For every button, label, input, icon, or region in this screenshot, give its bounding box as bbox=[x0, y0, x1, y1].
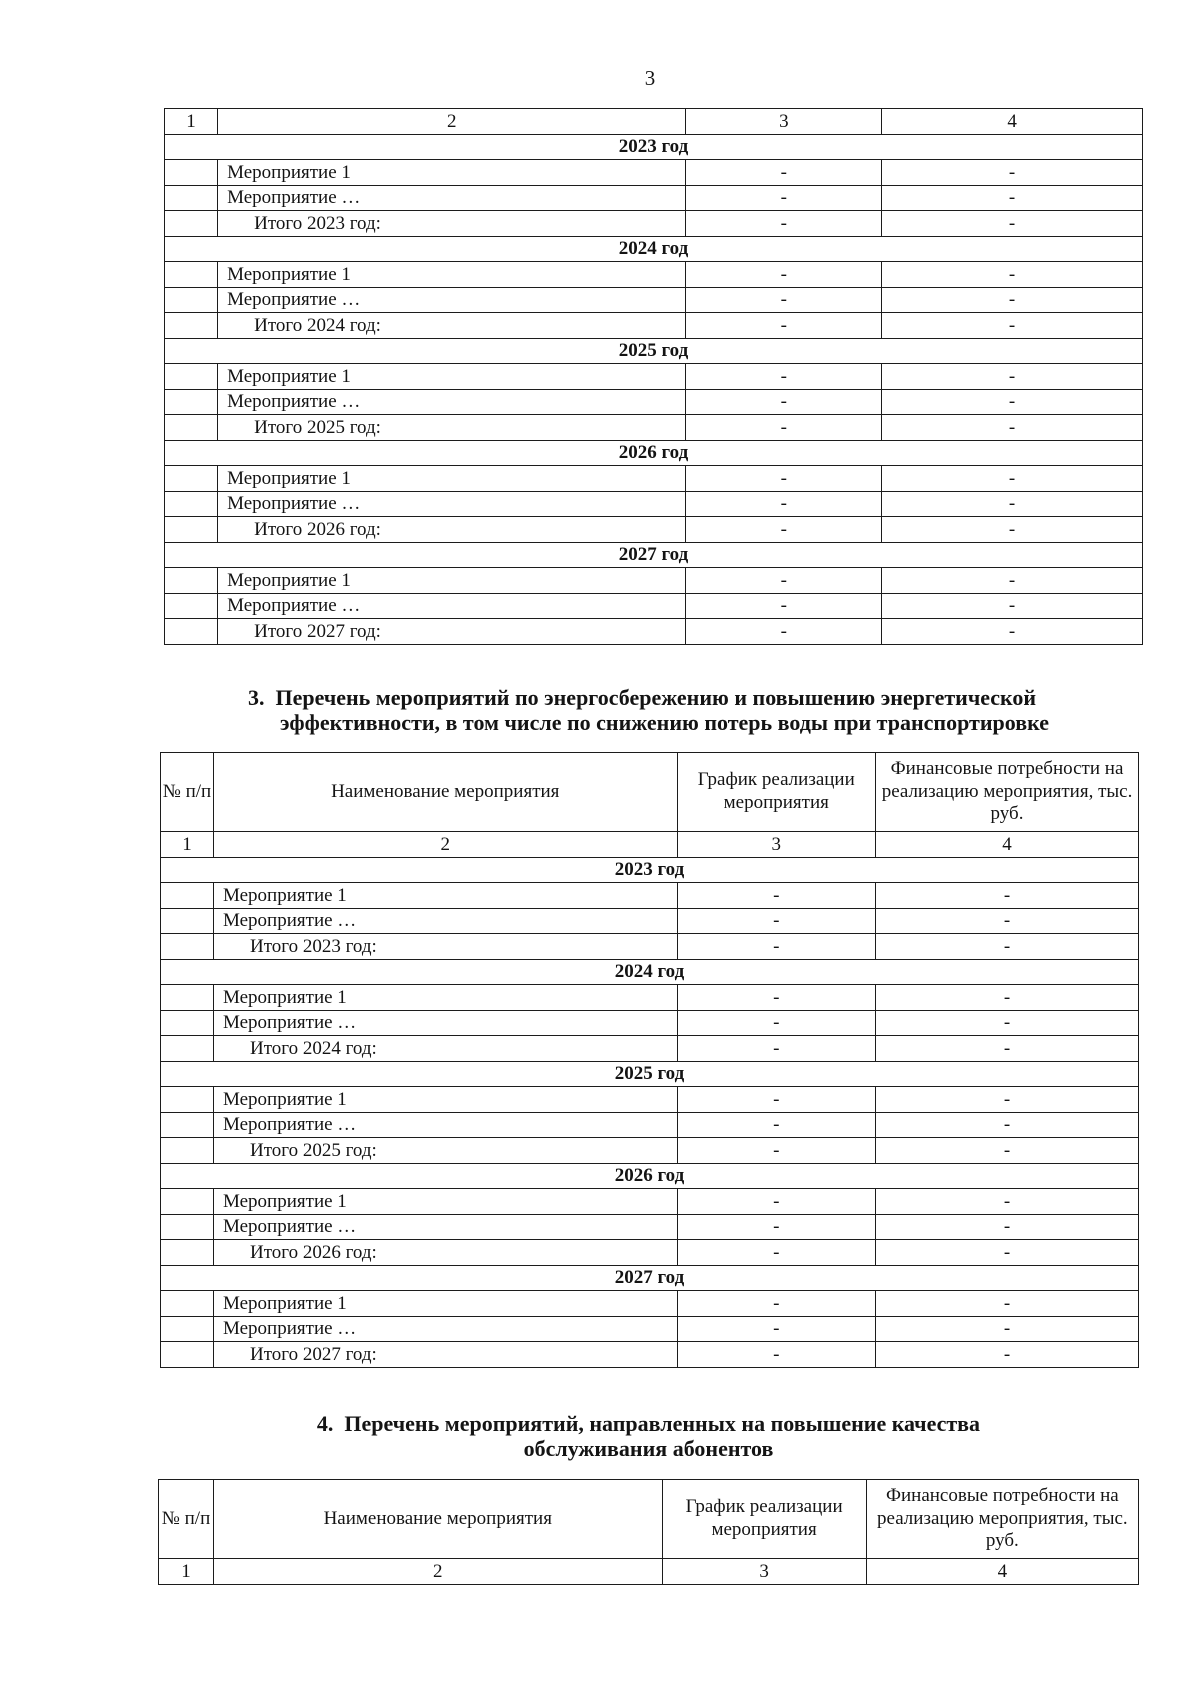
year-row bbox=[165, 338, 1143, 364]
row-number-cell bbox=[161, 1189, 214, 1215]
row-number-cell bbox=[161, 934, 214, 960]
column-number-cell: 1 bbox=[165, 109, 218, 135]
column-number-row bbox=[161, 832, 1139, 858]
finance-cell: - bbox=[876, 1240, 1139, 1266]
schedule-cell: - bbox=[686, 415, 882, 441]
row-number-cell bbox=[165, 593, 218, 619]
activity-name-cell: Итого 2023 год: bbox=[213, 934, 677, 960]
table-4 bbox=[158, 1479, 1139, 1585]
finance-cell: - bbox=[876, 1342, 1139, 1368]
table-3-body bbox=[161, 753, 1139, 1368]
activity-name-cell: Мероприятие … bbox=[213, 908, 677, 934]
finance-cell: - bbox=[882, 491, 1143, 517]
finance-cell: - bbox=[882, 619, 1143, 645]
activity-name-cell: Мероприятие … bbox=[218, 593, 686, 619]
table-3 bbox=[160, 752, 1139, 1368]
activity-name-cell: Мероприятие … bbox=[218, 389, 686, 415]
table-2-continuation bbox=[164, 108, 1143, 645]
header-num: № п/п bbox=[159, 1480, 214, 1559]
finance-cell: - bbox=[876, 1189, 1139, 1215]
finance-cell: - bbox=[882, 262, 1143, 288]
activity-name-cell: Итого 2024 год: bbox=[213, 1036, 677, 1062]
section-4-heading bbox=[158, 1411, 1139, 1461]
section-4-title-line2: обслуживания абонентов bbox=[523, 1436, 774, 1461]
section-3-number: 3. bbox=[248, 685, 265, 710]
schedule-cell: - bbox=[677, 908, 876, 934]
total-row bbox=[165, 415, 1143, 441]
row-number-cell bbox=[165, 415, 218, 441]
activity-name-cell: Мероприятие 1 bbox=[218, 160, 686, 186]
finance-cell: - bbox=[882, 211, 1143, 237]
schedule-cell: - bbox=[686, 517, 882, 543]
activity-name-cell: Итого 2026 год: bbox=[213, 1240, 677, 1266]
year-row bbox=[161, 857, 1139, 883]
header-name: Наименование мероприятия bbox=[214, 1480, 662, 1559]
finance-cell: - bbox=[876, 1036, 1139, 1062]
year-heading: 2023 год bbox=[165, 134, 1143, 160]
finance-cell: - bbox=[882, 313, 1143, 339]
table-row bbox=[165, 593, 1143, 619]
schedule-cell: - bbox=[677, 934, 876, 960]
row-number-cell bbox=[161, 1087, 214, 1113]
header-finance: Финансовые потребности на реализацию мероприятия, тыс. руб. bbox=[876, 753, 1139, 832]
finance-cell: - bbox=[876, 1112, 1139, 1138]
activity-name-cell: Итого 2027 год: bbox=[213, 1342, 677, 1368]
section-4-number: 4. bbox=[316, 1411, 334, 1436]
row-number-cell bbox=[165, 568, 218, 594]
schedule-cell: - bbox=[686, 185, 882, 211]
finance-cell: - bbox=[876, 1010, 1139, 1036]
schedule-cell: - bbox=[686, 389, 882, 415]
section-4-title-line1: Перечень мероприятий, направленных на повышение качества bbox=[344, 1411, 981, 1436]
activity-name-cell: Мероприятие 1 bbox=[213, 1189, 677, 1215]
table-row bbox=[161, 1291, 1139, 1317]
year-row bbox=[165, 134, 1143, 160]
finance-cell: - bbox=[876, 1138, 1139, 1164]
row-number-cell bbox=[161, 1036, 214, 1062]
table-row bbox=[161, 1189, 1139, 1215]
total-row bbox=[161, 1240, 1139, 1266]
column-number-cell: 3 bbox=[686, 109, 882, 135]
activity-name-cell: Мероприятие 1 bbox=[213, 985, 677, 1011]
activity-name-cell: Мероприятие … bbox=[213, 1316, 677, 1342]
schedule-cell: - bbox=[677, 1316, 876, 1342]
activity-name-cell: Итого 2024 год: bbox=[218, 313, 686, 339]
row-number-cell bbox=[161, 1112, 214, 1138]
finance-cell: - bbox=[882, 466, 1143, 492]
row-number-cell bbox=[165, 185, 218, 211]
row-number-cell bbox=[161, 1010, 214, 1036]
column-number-cell: 2 bbox=[213, 832, 677, 858]
year-row bbox=[161, 1265, 1139, 1291]
activity-name-cell: Мероприятие 1 bbox=[218, 262, 686, 288]
activity-name-cell: Мероприятие 1 bbox=[213, 1291, 677, 1317]
header-num: № п/п bbox=[161, 753, 214, 832]
year-heading: 2024 год bbox=[165, 236, 1143, 262]
table-row bbox=[161, 985, 1139, 1011]
row-number-cell bbox=[161, 1316, 214, 1342]
finance-cell: - bbox=[876, 1214, 1139, 1240]
schedule-cell: - bbox=[677, 1214, 876, 1240]
year-row bbox=[161, 1061, 1139, 1087]
schedule-cell: - bbox=[686, 593, 882, 619]
table-row bbox=[161, 883, 1139, 909]
header-schedule: График реализации мероприятия bbox=[677, 753, 876, 832]
finance-cell: - bbox=[882, 287, 1143, 313]
finance-cell: - bbox=[876, 1316, 1139, 1342]
schedule-cell: - bbox=[677, 1010, 876, 1036]
column-number-cell: 3 bbox=[677, 832, 876, 858]
schedule-cell: - bbox=[677, 883, 876, 909]
total-row bbox=[161, 1342, 1139, 1368]
total-row bbox=[165, 313, 1143, 339]
schedule-cell: - bbox=[686, 466, 882, 492]
finance-cell: - bbox=[882, 389, 1143, 415]
row-number-cell bbox=[165, 491, 218, 517]
schedule-cell: - bbox=[677, 1036, 876, 1062]
year-heading: 2024 год bbox=[161, 959, 1139, 985]
activity-name-cell: Итого 2025 год: bbox=[213, 1138, 677, 1164]
finance-cell: - bbox=[876, 985, 1139, 1011]
year-row bbox=[165, 542, 1143, 568]
section-3-heading-line1 bbox=[248, 685, 1148, 710]
finance-cell: - bbox=[876, 1291, 1139, 1317]
finance-cell: - bbox=[876, 883, 1139, 909]
schedule-cell: - bbox=[686, 211, 882, 237]
activity-name-cell: Мероприятие … bbox=[218, 491, 686, 517]
section-3-title-line1: Перечень мероприятий по энергосбережению и повышению энергетической bbox=[275, 685, 1037, 710]
table-row bbox=[165, 287, 1143, 313]
activity-name-cell: Мероприятие 1 bbox=[213, 883, 677, 909]
row-number-cell bbox=[165, 517, 218, 543]
activity-name-cell: Мероприятие 1 bbox=[218, 568, 686, 594]
column-number-cell: 1 bbox=[159, 1559, 214, 1585]
schedule-cell: - bbox=[677, 1112, 876, 1138]
row-number-cell bbox=[161, 1342, 214, 1368]
schedule-cell: - bbox=[686, 313, 882, 339]
header-name: Наименование мероприятия bbox=[213, 753, 677, 832]
schedule-cell: - bbox=[686, 568, 882, 594]
table-row bbox=[161, 1316, 1139, 1342]
activity-name-cell: Мероприятие 1 bbox=[218, 466, 686, 492]
row-number-cell bbox=[165, 389, 218, 415]
activity-name-cell: Итого 2023 год: bbox=[218, 211, 686, 237]
row-number-cell bbox=[165, 619, 218, 645]
table-header-row bbox=[159, 1480, 1139, 1559]
page-number: 3 bbox=[644, 66, 656, 90]
row-number-cell bbox=[161, 985, 214, 1011]
activity-name-cell: Мероприятие 1 bbox=[218, 364, 686, 390]
header-schedule: График реализации мероприятия bbox=[662, 1480, 866, 1559]
finance-cell: - bbox=[876, 908, 1139, 934]
schedule-cell: - bbox=[686, 160, 882, 186]
column-number-cell: 1 bbox=[161, 832, 214, 858]
section-3-heading bbox=[248, 685, 1148, 735]
schedule-cell: - bbox=[677, 1087, 876, 1113]
finance-cell: - bbox=[882, 364, 1143, 390]
year-heading: 2027 год bbox=[161, 1265, 1139, 1291]
total-row bbox=[161, 1036, 1139, 1062]
year-heading: 2026 год bbox=[161, 1163, 1139, 1189]
schedule-cell: - bbox=[677, 1291, 876, 1317]
section-3-title-line2: эффективности, в том числе по снижению потерь воды при транспортировке bbox=[280, 710, 1049, 735]
table-row bbox=[161, 1214, 1139, 1240]
row-number-cell bbox=[165, 262, 218, 288]
column-number-row bbox=[159, 1559, 1139, 1585]
activity-name-cell: Мероприятие … bbox=[213, 1010, 677, 1036]
activity-name-cell: Мероприятие … bbox=[213, 1214, 677, 1240]
table-header-row bbox=[161, 753, 1139, 832]
finance-cell: - bbox=[876, 934, 1139, 960]
column-number-cell: 4 bbox=[882, 109, 1143, 135]
schedule-cell: - bbox=[686, 364, 882, 390]
column-number-cell: 2 bbox=[214, 1559, 662, 1585]
table-row bbox=[161, 1112, 1139, 1138]
table-row bbox=[161, 908, 1139, 934]
schedule-cell: - bbox=[677, 1342, 876, 1368]
schedule-cell: - bbox=[677, 985, 876, 1011]
table-row bbox=[165, 568, 1143, 594]
table-4-body bbox=[159, 1480, 1139, 1585]
year-heading: 2026 год bbox=[165, 440, 1143, 466]
total-row bbox=[161, 934, 1139, 960]
finance-cell: - bbox=[882, 517, 1143, 543]
year-heading: 2023 год bbox=[161, 857, 1139, 883]
column-number-cell: 4 bbox=[866, 1559, 1138, 1585]
schedule-cell: - bbox=[686, 262, 882, 288]
finance-cell: - bbox=[876, 1087, 1139, 1113]
finance-cell: - bbox=[882, 185, 1143, 211]
year-heading: 2025 год bbox=[165, 338, 1143, 364]
table-row bbox=[165, 389, 1143, 415]
table-row bbox=[161, 1087, 1139, 1113]
column-number-cell: 3 bbox=[662, 1559, 866, 1585]
table-row bbox=[165, 185, 1143, 211]
table-row bbox=[165, 364, 1143, 390]
activity-name-cell: Мероприятие … bbox=[218, 287, 686, 313]
activity-name-cell: Итого 2025 год: bbox=[218, 415, 686, 441]
total-row bbox=[165, 619, 1143, 645]
schedule-cell: - bbox=[686, 287, 882, 313]
total-row bbox=[165, 517, 1143, 543]
row-number-cell bbox=[165, 211, 218, 237]
activity-name-cell: Итого 2026 год: bbox=[218, 517, 686, 543]
schedule-cell: - bbox=[677, 1189, 876, 1215]
row-number-cell bbox=[161, 1138, 214, 1164]
table-row bbox=[165, 491, 1143, 517]
row-number-cell bbox=[165, 313, 218, 339]
table-2-body bbox=[165, 109, 1143, 645]
year-row bbox=[165, 236, 1143, 262]
table-row bbox=[165, 262, 1143, 288]
table-row bbox=[165, 466, 1143, 492]
year-heading: 2027 год bbox=[165, 542, 1143, 568]
row-number-cell bbox=[161, 908, 214, 934]
year-heading: 2025 год bbox=[161, 1061, 1139, 1087]
table-row bbox=[165, 160, 1143, 186]
activity-name-cell: Мероприятие 1 bbox=[213, 1087, 677, 1113]
row-number-cell bbox=[165, 287, 218, 313]
section-4-heading-line1 bbox=[158, 1411, 1139, 1436]
row-number-cell bbox=[161, 1291, 214, 1317]
finance-cell: - bbox=[882, 160, 1143, 186]
row-number-cell bbox=[165, 364, 218, 390]
row-number-cell bbox=[165, 160, 218, 186]
row-number-cell bbox=[165, 466, 218, 492]
schedule-cell: - bbox=[677, 1138, 876, 1164]
total-row bbox=[165, 211, 1143, 237]
finance-cell: - bbox=[882, 593, 1143, 619]
total-row bbox=[161, 1138, 1139, 1164]
schedule-cell: - bbox=[677, 1240, 876, 1266]
column-number-cell: 2 bbox=[218, 109, 686, 135]
row-number-cell bbox=[161, 1214, 214, 1240]
finance-cell: - bbox=[882, 415, 1143, 441]
column-number-cell: 4 bbox=[876, 832, 1139, 858]
schedule-cell: - bbox=[686, 491, 882, 517]
header-finance: Финансовые потребности на реализацию мероприятия, тыс. руб. bbox=[866, 1480, 1138, 1559]
row-number-cell bbox=[161, 883, 214, 909]
year-row bbox=[161, 1163, 1139, 1189]
finance-cell: - bbox=[882, 568, 1143, 594]
row-number-cell bbox=[161, 1240, 214, 1266]
table-row bbox=[161, 1010, 1139, 1036]
year-row bbox=[165, 440, 1143, 466]
year-row bbox=[161, 959, 1139, 985]
activity-name-cell: Мероприятие … bbox=[218, 185, 686, 211]
activity-name-cell: Мероприятие … bbox=[213, 1112, 677, 1138]
activity-name-cell: Итого 2027 год: bbox=[218, 619, 686, 645]
column-number-row bbox=[165, 109, 1143, 135]
schedule-cell: - bbox=[686, 619, 882, 645]
